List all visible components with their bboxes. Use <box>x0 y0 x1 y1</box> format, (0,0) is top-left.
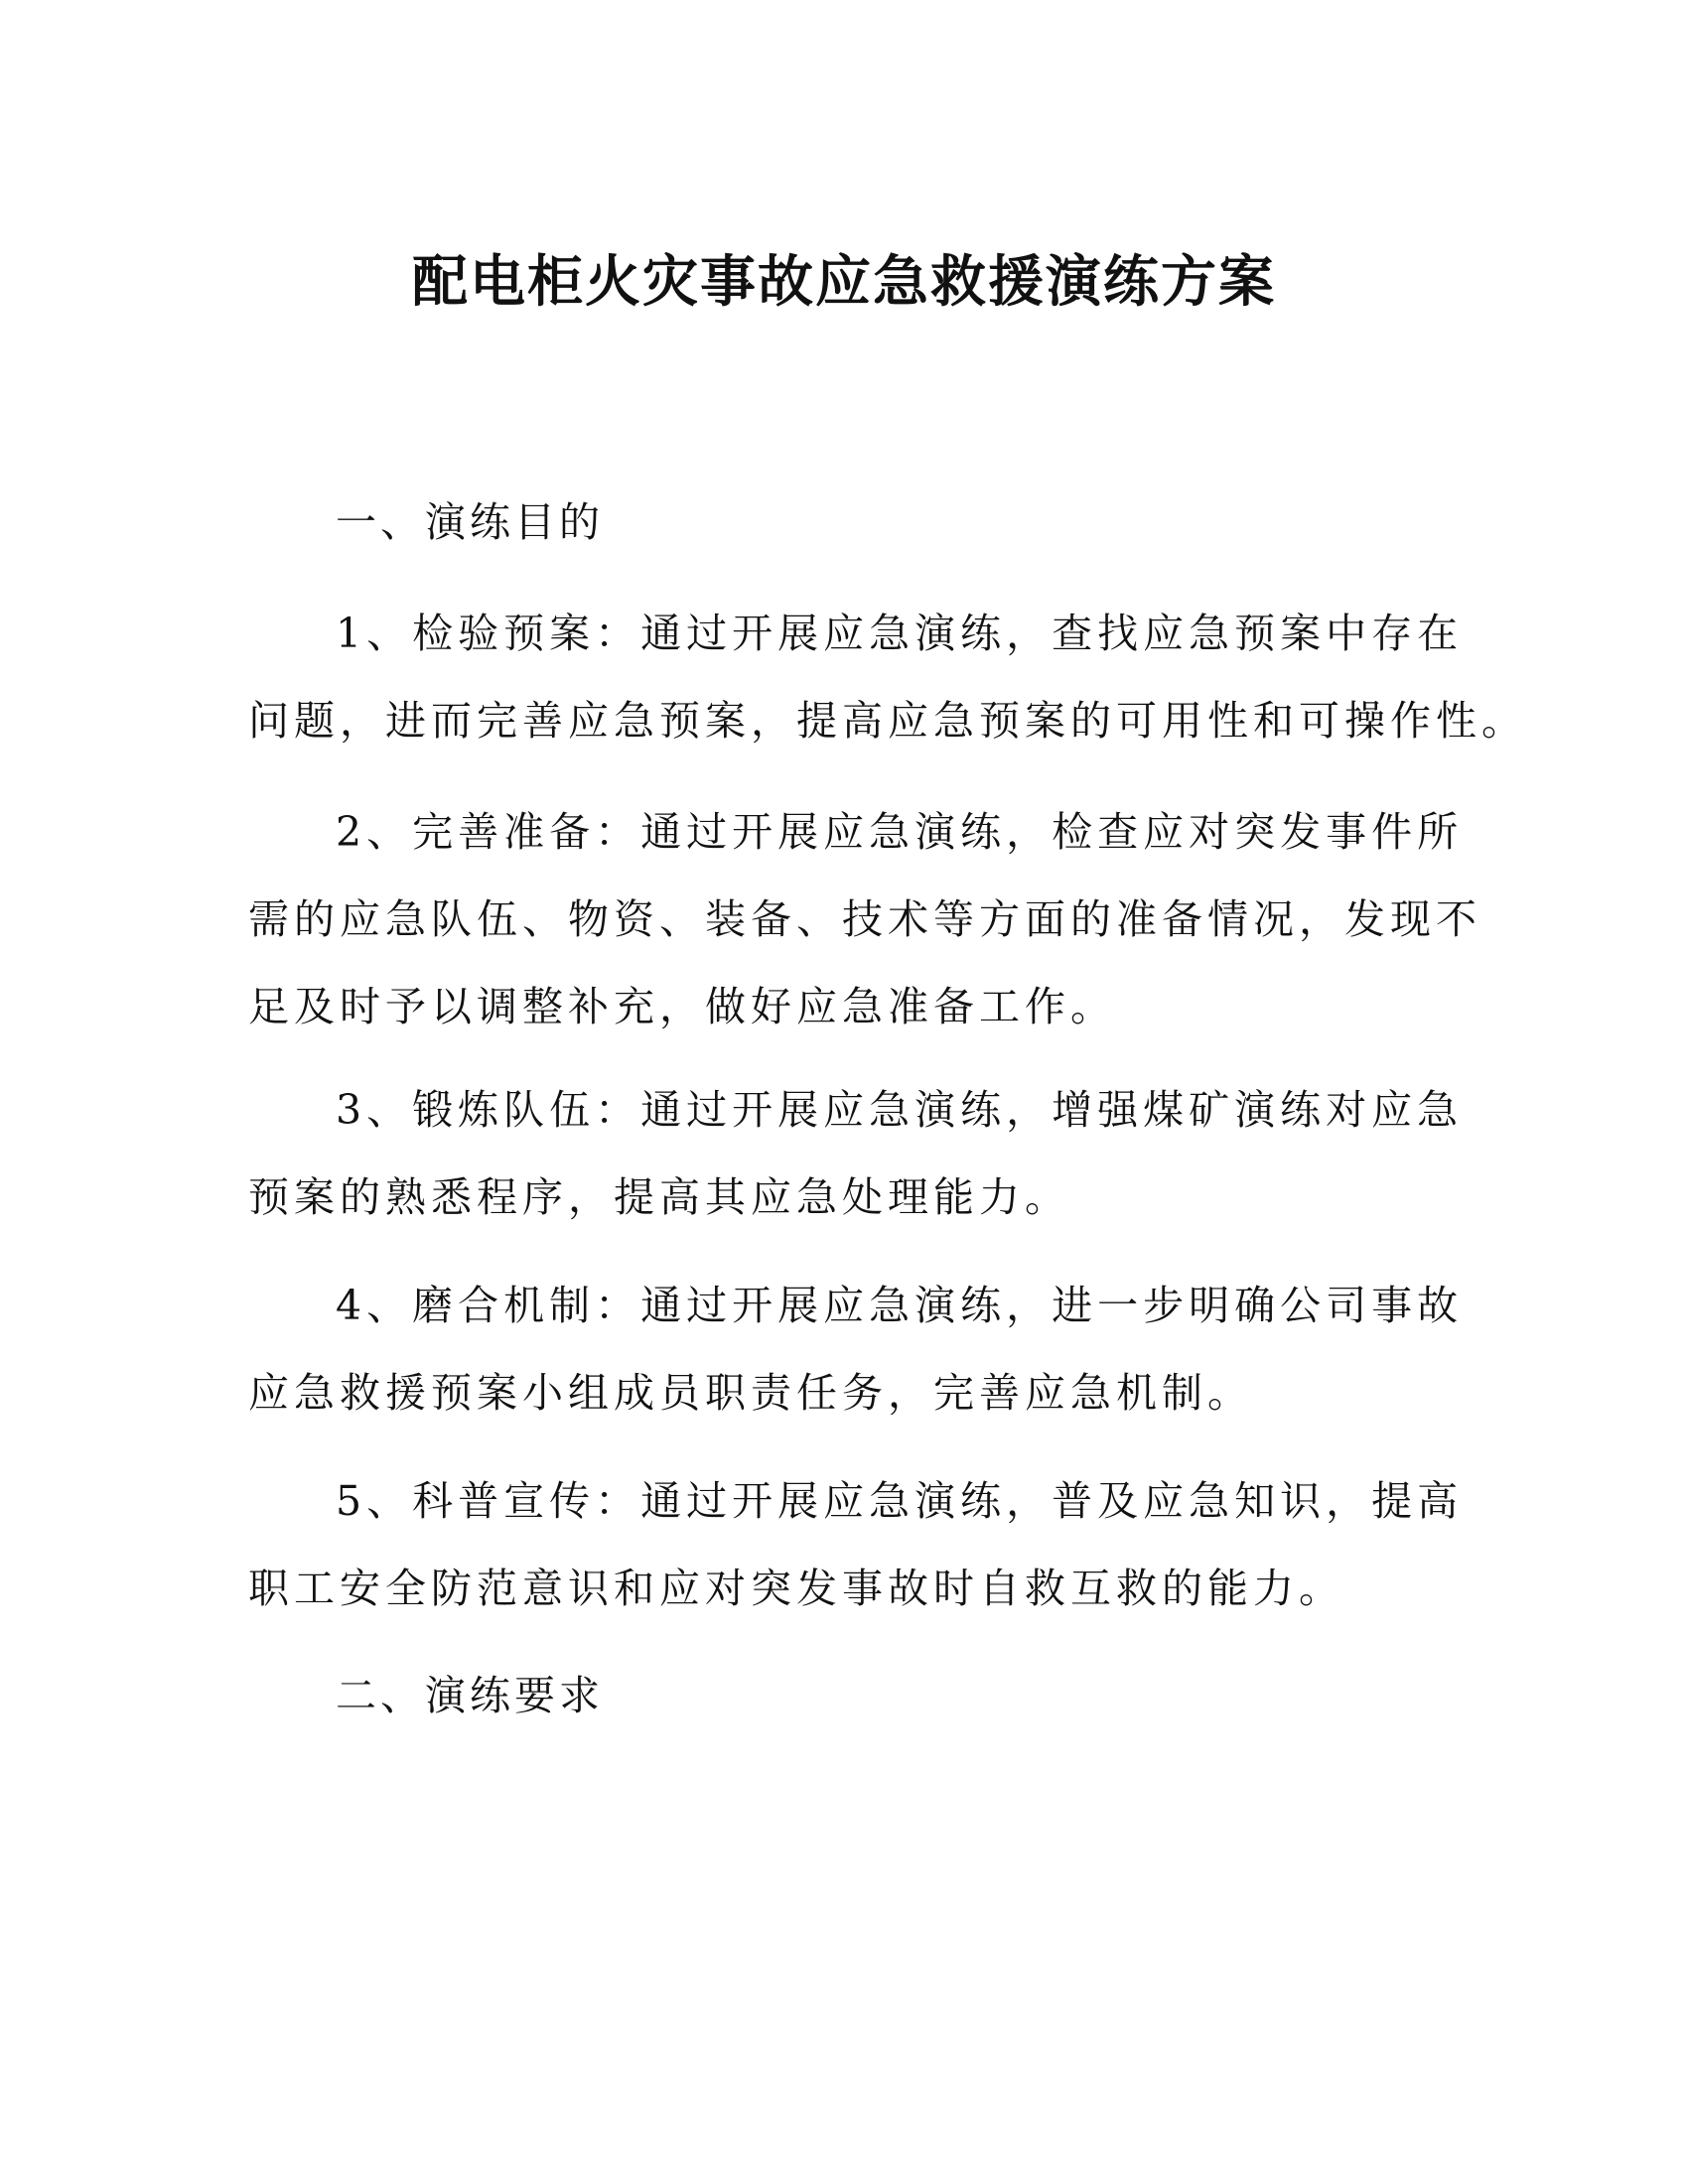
paragraph-line: 3、锻炼队伍：通过开展应急演练，增强煤矿演练对应急 <box>336 1086 1464 1134</box>
paragraph-line: 2、完善准备：通过开展应急演练，检查应对突发事件所 <box>336 808 1464 856</box>
paragraph-line: 需的应急队伍、物资、装备、技术等方面的准备情况，发现不 <box>248 895 1481 943</box>
paragraph-item-4 <box>248 1276 1470 1450</box>
document-title: 配电柜火灾事故应急救援演练方案 <box>412 249 1276 315</box>
paragraph-line: 4、磨合机制：通过开展应急演练，进一步明确公司事故 <box>336 1282 1464 1329</box>
section-heading-purpose: 一、演练目的 <box>336 498 604 546</box>
paragraph-line: 5、科普宣传：通过开展应急演练，普及应急知识，提高 <box>336 1477 1464 1525</box>
paragraph-line: 职工安全防范意识和应对突发事故时自救互救的能力。 <box>248 1565 1344 1612</box>
paragraph-line: 问题，进而完善应急预案，提高应急预案的可用性和可操作性。 <box>248 697 1527 745</box>
paragraph-item-3 <box>248 1080 1470 1255</box>
paragraph-item-1 <box>248 604 1527 778</box>
paragraph-line: 足及时予以调整补充，做好应急准备工作。 <box>248 983 1116 1030</box>
paragraph-line: 预案的熟悉程序，提高其应急处理能力。 <box>248 1173 1070 1221</box>
paragraph-item-5 <box>248 1471 1470 1646</box>
paragraph-line: 1、检验预案：通过开展应急演练，查找应急预案中存在 <box>336 610 1464 657</box>
paragraph-line: 应急救援预案小组成员职责任务，完善应急机制。 <box>248 1369 1253 1417</box>
section-heading-requirements: 二、演练要求 <box>336 1672 604 1719</box>
paragraph-item-2 <box>248 802 1481 1064</box>
